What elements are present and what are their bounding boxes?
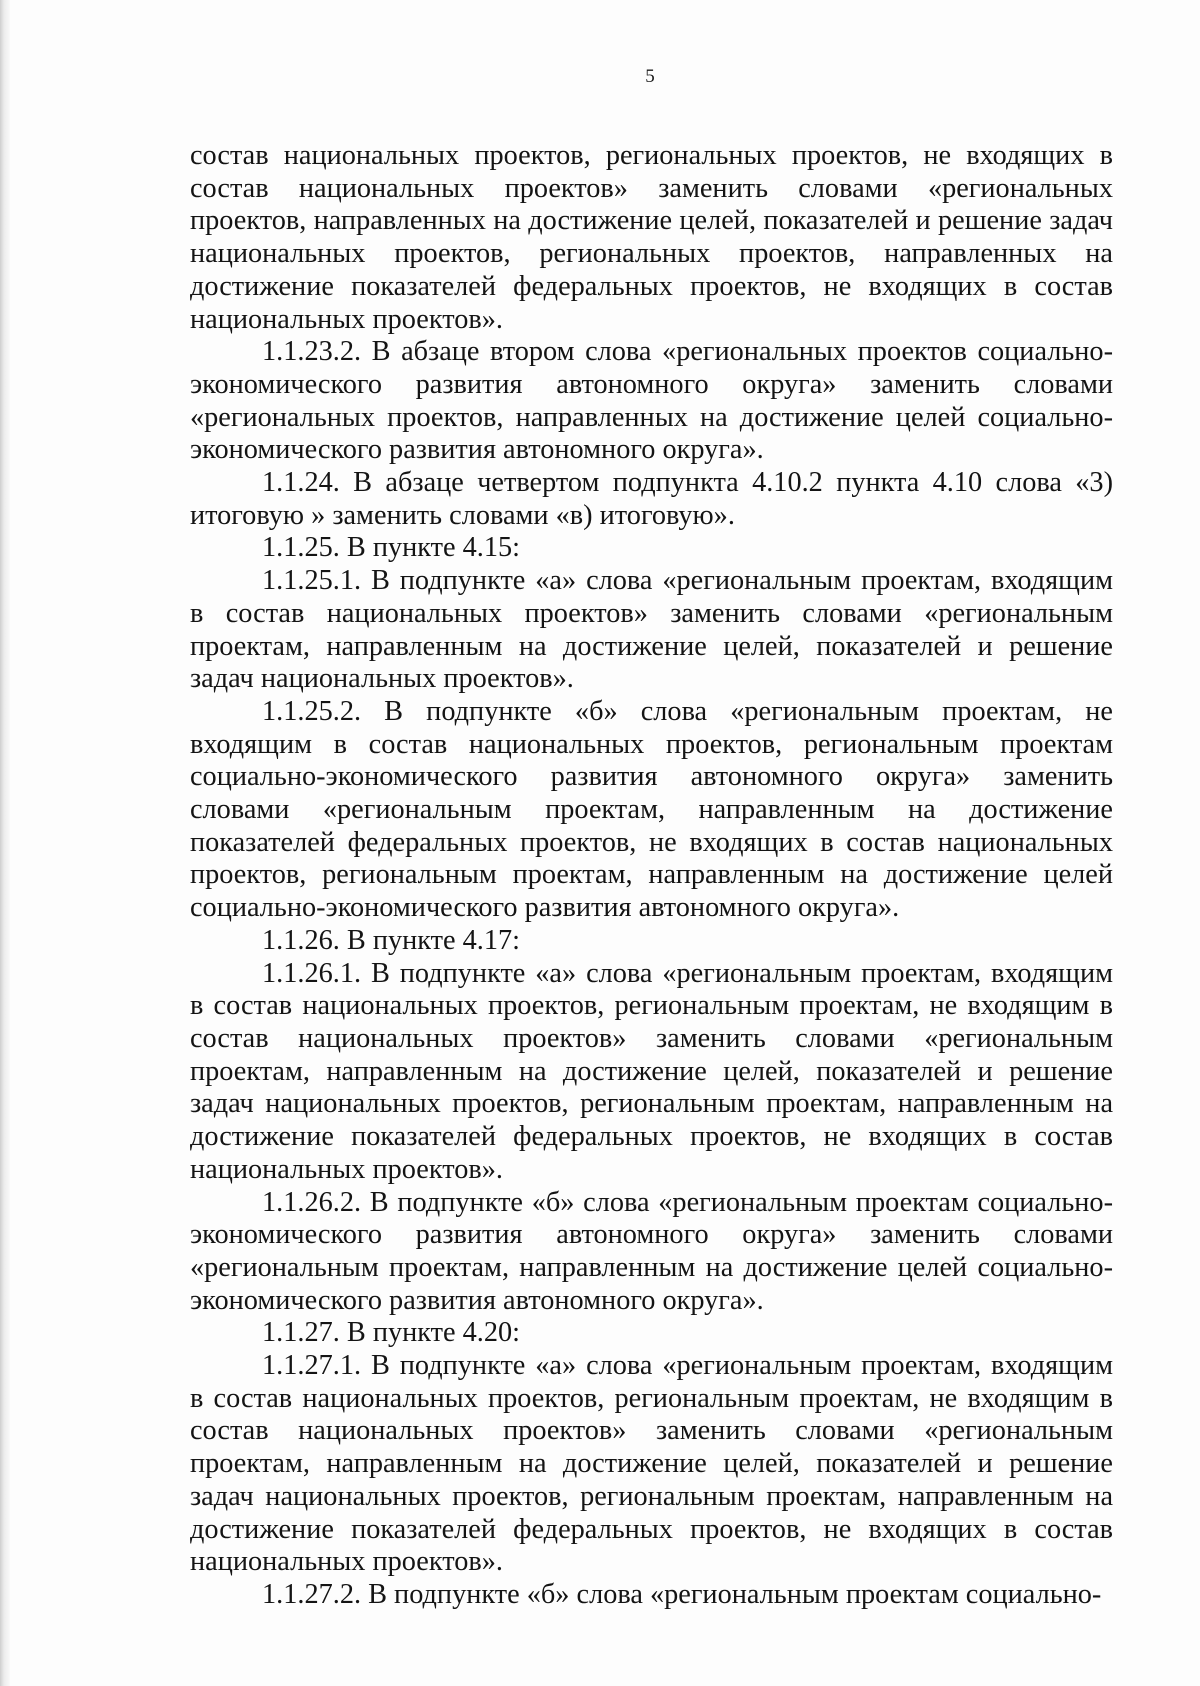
document-body	[190, 140, 1113, 1612]
paragraph-1-1-27-2: 1.1.27.2. В подпункте «б» слова «региональным проектам социально-	[262, 1578, 1102, 1610]
paragraph-1-1-27-1: 1.1.27.1. В подпункте «а» слова «региональным проектам, входящим в состав национальных проектов, региональным проектам, не входящим в состав национальных проектов» заменить словами «региональным проектам, направленным на достижение целей, показателей и решение задач национальных проектов, региональным проектам, направленным на достижение показателей федеральных проектов, не входящих в состав национальных проектов».	[190, 1350, 1113, 1578]
paragraph-1-1-24: 1.1.24. В абзаце четвертом подпункта 4.10.2 пункта 4.10 слова «3) итоговую » заменить словами «в) итоговую».	[190, 467, 1113, 531]
paragraph-1-1-26: 1.1.26. В пункте 4.17:	[262, 924, 521, 956]
page-number: 5	[645, 66, 655, 87]
paragraph-1-1-23-2: 1.1.23.2. В абзаце втором слова «региональных проектов социально-экономического развития автономного округа» заменить словами «региональных проектов, направленных на достижение целей социально-экономического развития автономного округа».	[190, 336, 1113, 466]
paragraph-1-1-26-1: 1.1.26.1. В подпункте «а» слова «региональным проектам, входящим в состав национальных проектов, региональным проектам, не входящим в состав национальных проектов» заменить словами «региональным проектам, направленным на достижение целей, показателей и решение задач национальных проектов, региональным проектам, направленным на достижение показателей федеральных проектов, не входящих в состав национальных проектов».	[190, 957, 1113, 1185]
paragraph-1-1-27: 1.1.27. В пункте 4.20:	[262, 1317, 521, 1349]
paragraph-continuation: состав национальных проектов, региональных проектов, не входящих в состав национальных проектов» заменить словами «региональных проектов, направленных на достижение целей, показателей и решение задач национальных проектов, региональных проектов, направленных на достижение показателей федеральных проектов, не входящих в состав национальных проектов».	[190, 140, 1113, 335]
paragraph-1-1-25-2: 1.1.25.2. В подпункте «б» слова «региональным проектам, не входящим в состав национальных проектов, региональным проектам социально-экономического развития автономного округа» заменить словами «региональным проектам, направленным на достижение показателей федеральных проектов, не входящих в состав национальных проектов, региональным проектам, направленным на достижение целей социально-экономического развития автономного округа».	[190, 695, 1113, 924]
paragraph-1-1-25-1: 1.1.25.1. В подпункте «а» слова «региональным проектам, входящим в состав национальных проектов» заменить словами «региональным проектам, направленным на достижение целей, показателей и решение задач национальных проектов».	[190, 565, 1113, 695]
paragraph-1-1-25: 1.1.25. В пункте 4.15:	[262, 532, 521, 564]
scan-edge	[0, 0, 10, 1686]
paragraph-1-1-26-2: 1.1.26.2. В подпункте «б» слова «региональным проектам социально-экономического развития автономного округа» заменить словами «региональным проектам, направленным на достижение целей социально-экономического развития автономного округа».	[190, 1186, 1113, 1316]
